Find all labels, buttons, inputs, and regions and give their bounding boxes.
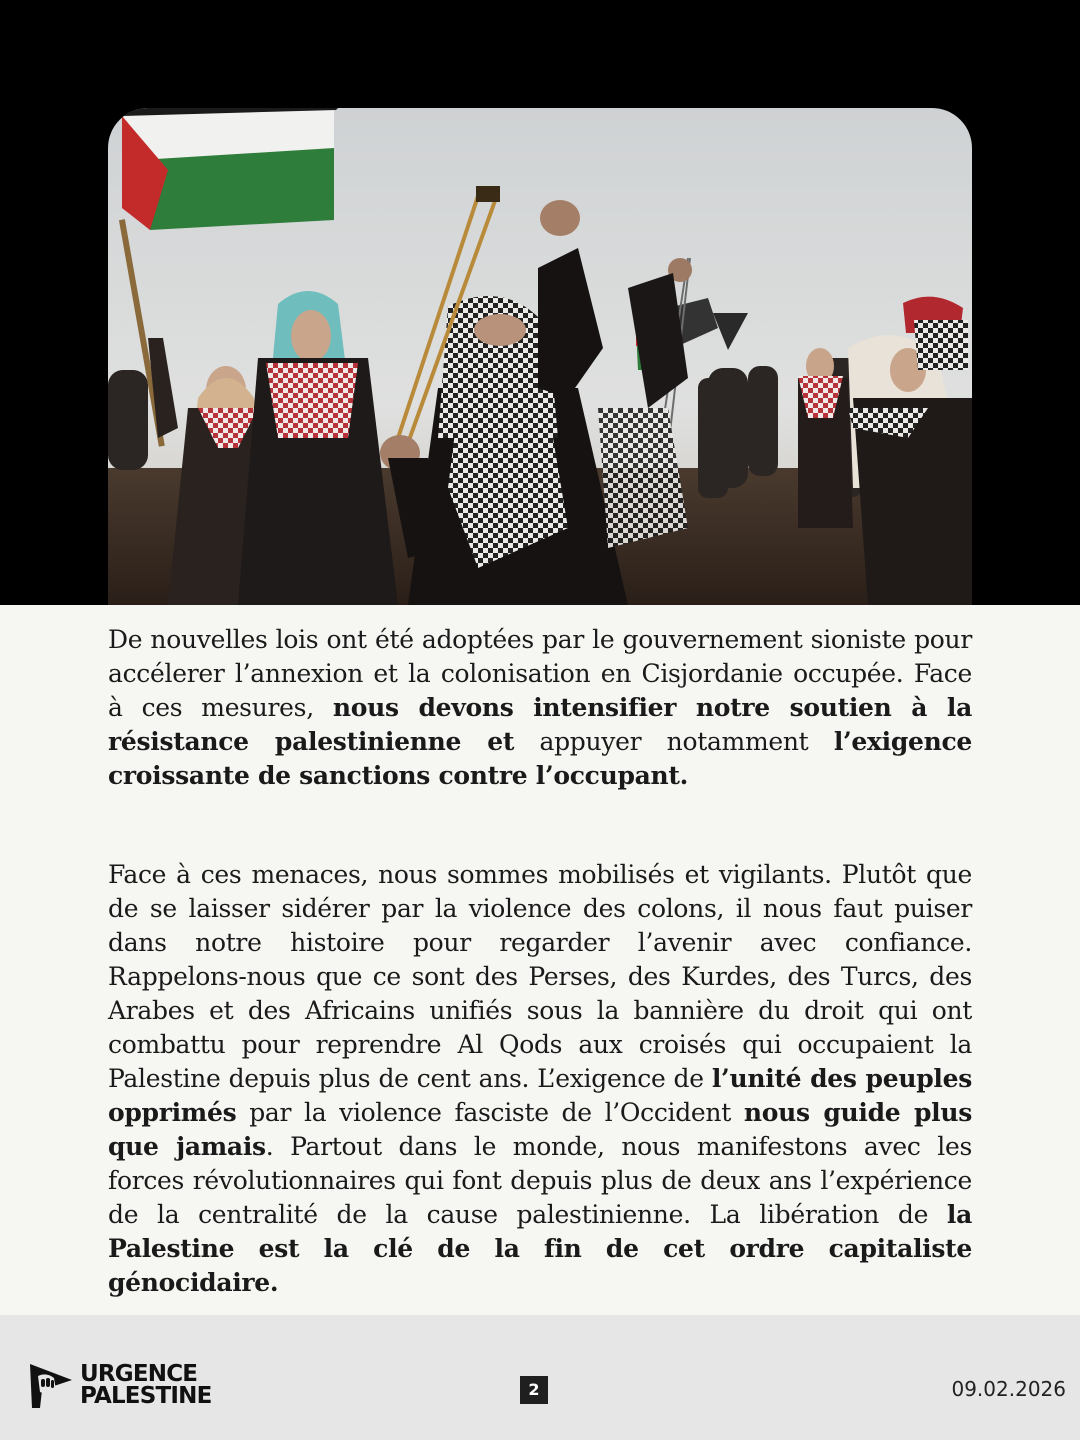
page-number: 2 bbox=[520, 1376, 548, 1404]
bold-text-run: l’unité des peuples opprimés bbox=[108, 1064, 972, 1127]
bold-text-run: la Palestine est la clé de la fin de cet ordre capitaliste génocidaire. bbox=[108, 1200, 972, 1297]
urgence-palestine-logo bbox=[28, 1360, 212, 1410]
logo-line-2: PALESTINE bbox=[80, 1383, 212, 1409]
bold-text-run: l’exigence croissante de sanctions contre l’occupant. bbox=[108, 727, 973, 790]
article-body bbox=[0, 605, 1080, 1315]
fist-flag-icon bbox=[28, 1360, 74, 1410]
page-footer bbox=[0, 1315, 1080, 1440]
protest-photo bbox=[108, 108, 972, 605]
text-run: . Partout dans le monde, nous manifestons avec les forces révolutionnaires qui font depuis plus de deux ans l’expérience de la centralité de la cause palestinienne. La libération de bbox=[108, 1132, 972, 1229]
article-paragraph-1 bbox=[108, 623, 972, 793]
article-paragraph-2 bbox=[108, 858, 972, 1300]
bold-text-run: nous devons intensifier notre soutien à la résistance palestinienne et bbox=[108, 693, 972, 756]
publication-date: 09.02.2026 bbox=[951, 1377, 1066, 1401]
text-run: appuyer notamment bbox=[514, 727, 834, 756]
text-run: De nouvelles lois ont été adoptées par le gouvernement sioniste pour accélerer l’annexion et la colonisation en Cisjordanie occupée. Face à ces mesures, bbox=[108, 625, 972, 722]
text-run: par la violence fasciste de l’Occident bbox=[236, 1098, 744, 1127]
bold-text-run: nous guide plus que jamais bbox=[108, 1098, 972, 1161]
logo-line-1: URGENCE bbox=[80, 1361, 198, 1387]
text-run: Face à ces menaces, nous sommes mobilisés et vigilants. Plutôt que de se laisser sidérer par la violence des colons, il nous faut puiser dans notre histoire pour regarder l’avenir avec confiance. Rappelons-nous que ce sont des Perses, des Kurdes, des Turcs, des Arabes et des Africains unifiés sous la bannière du droit qui ont combattu pour reprendre Al Qods aux croisés qui occupaient la Palestine depuis plus de cent ans. L’exigence de bbox=[108, 860, 972, 1093]
